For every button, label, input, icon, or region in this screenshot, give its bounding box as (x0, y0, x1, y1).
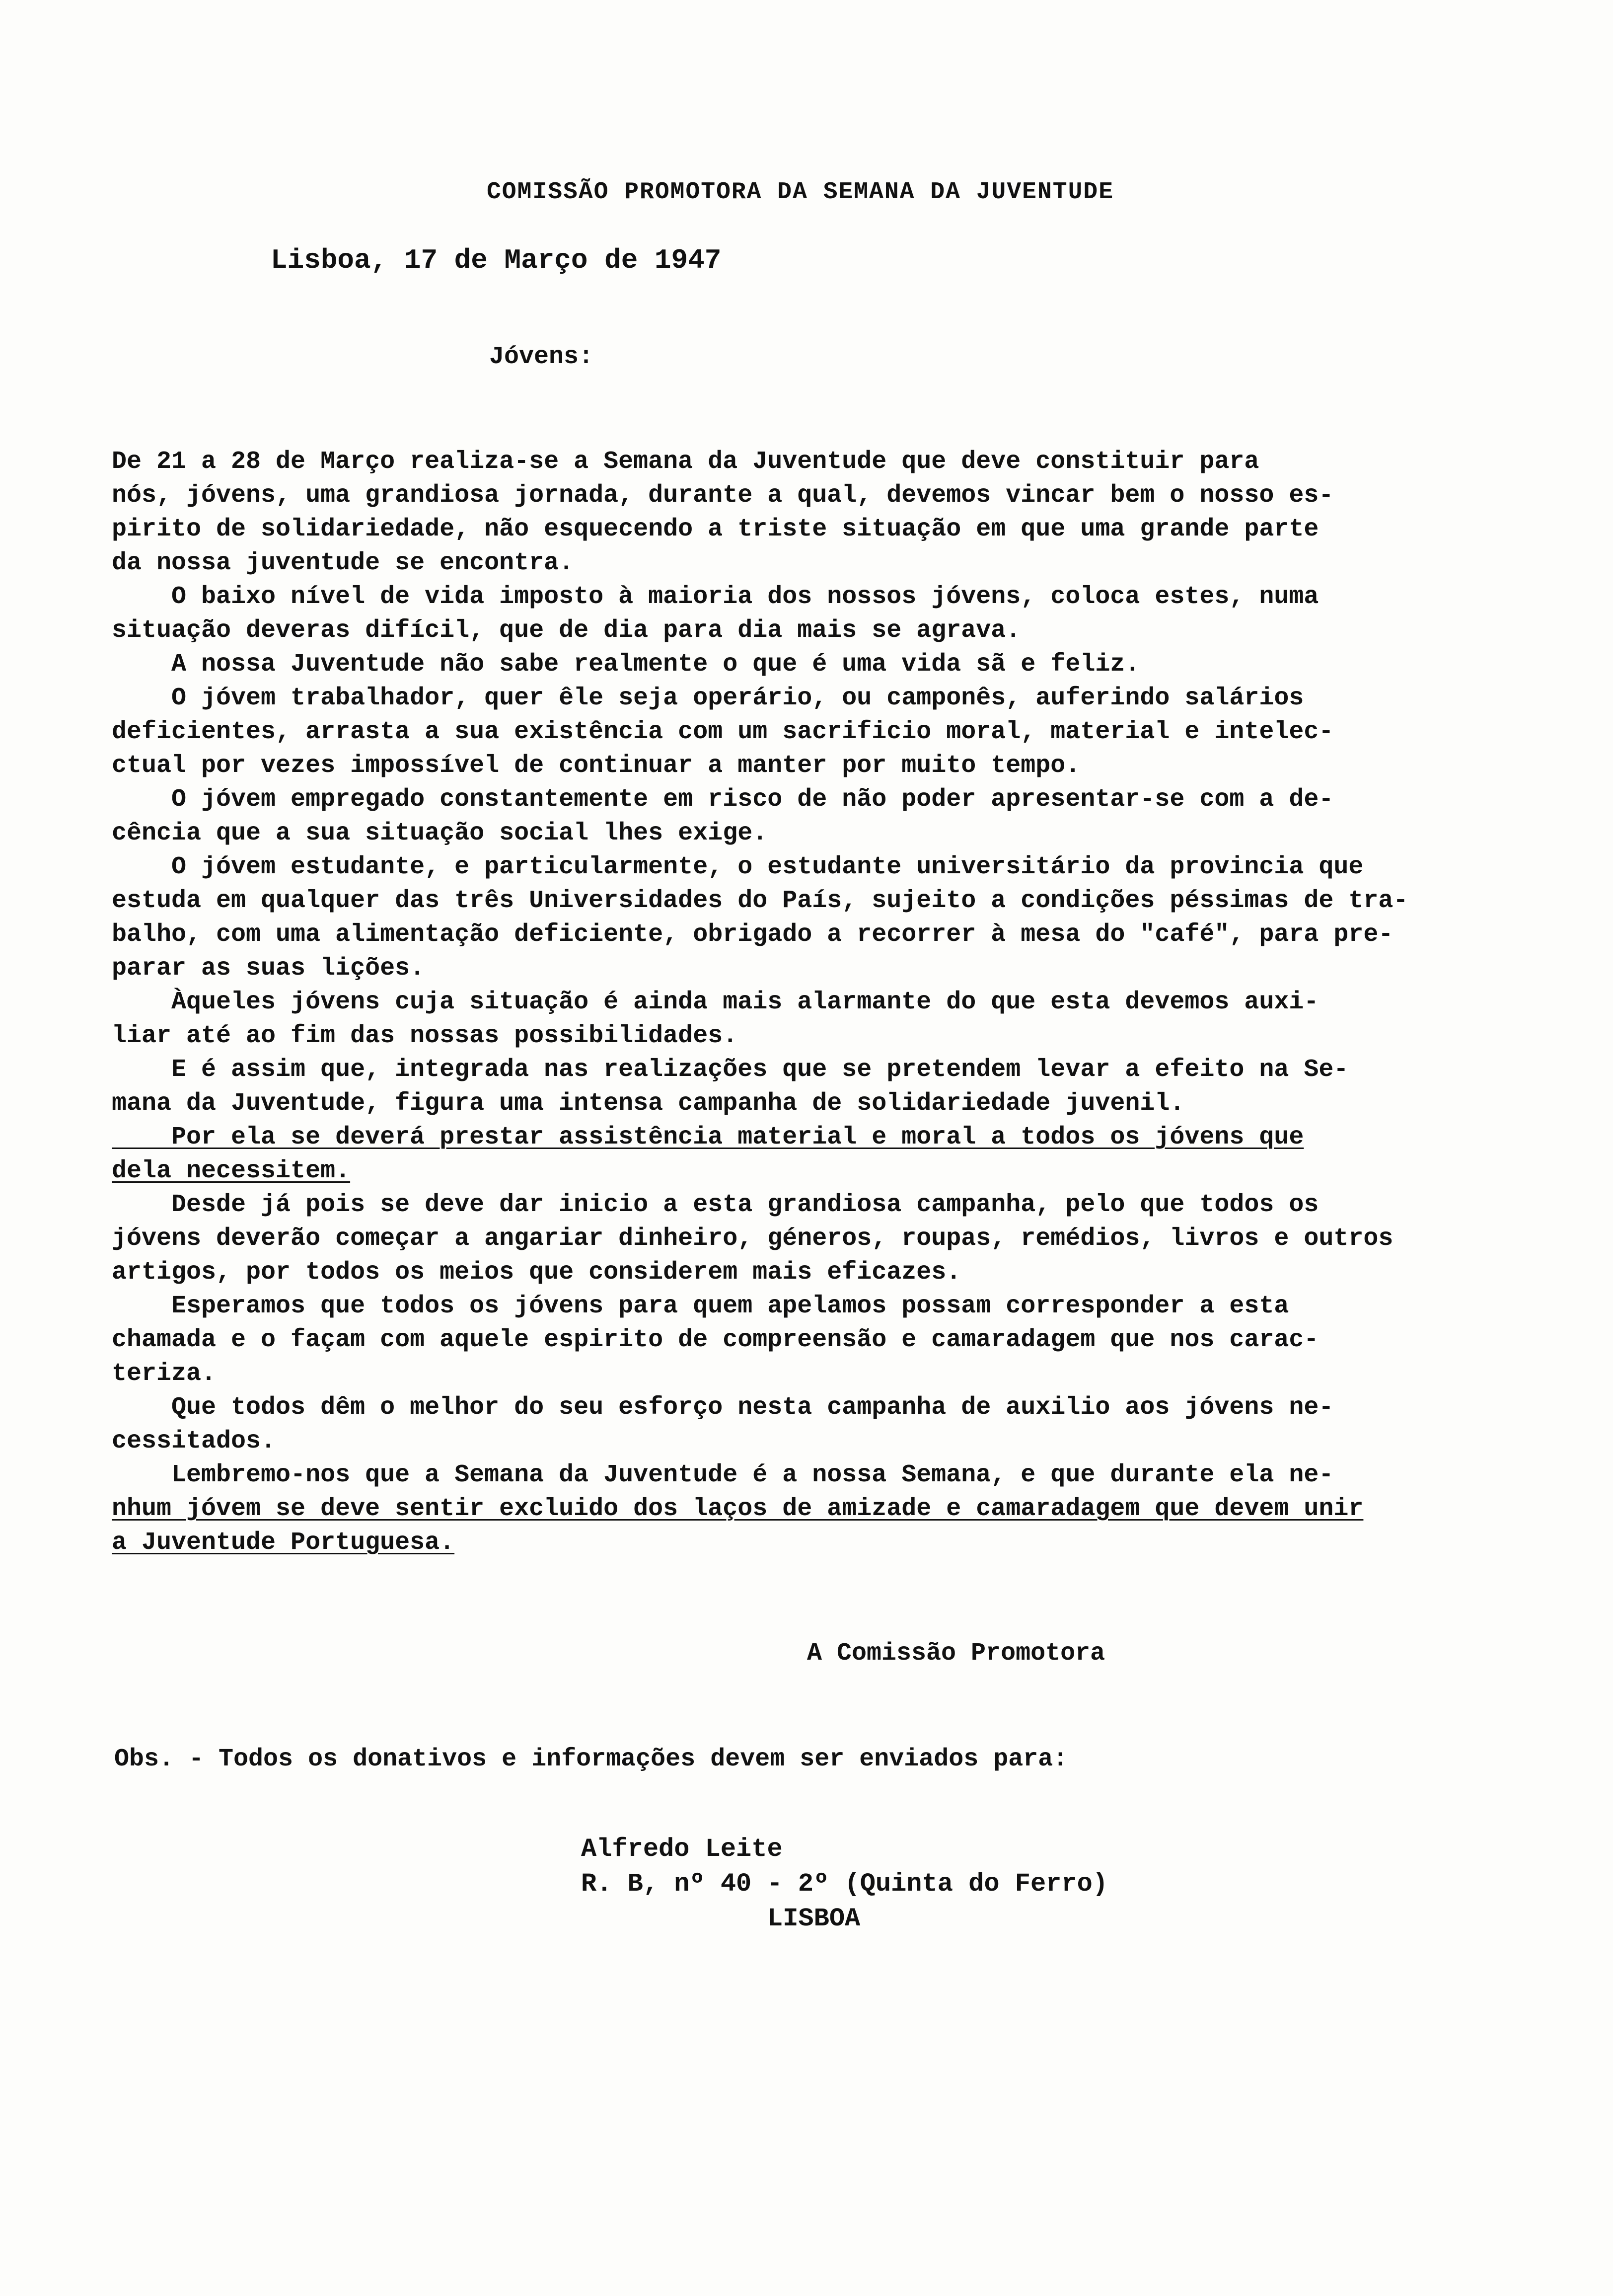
body-line: Por ela se deverá prestar assistência material e moral a todos os jóvens que (112, 1123, 1304, 1151)
body-line: Àqueles jóvens cuja situação é ainda mais alarmante do que esta devemos auxi- (112, 988, 1319, 1016)
body-line: parar as suas lições. (112, 954, 425, 983)
body-line: nós, jóvens, uma grandiosa jornada, durante a qual, devemos vincar bem o nosso es- (112, 481, 1334, 510)
address-name: Alfredo Leite (581, 1835, 783, 1864)
document-heading: COMISSÃO PROMOTORA DA SEMANA DA JUVENTUDE (487, 179, 1114, 206)
body-line: a Juventude Portuguesa. (112, 1529, 455, 1557)
salutation: Jóvens: (489, 343, 594, 371)
body-line: estuda em qualquer das três Universidades do País, sujeito a condições péssimas de tra- (112, 887, 1408, 915)
body-line: dela necessitem. (112, 1157, 351, 1185)
address-street: R. B, nº 40 - 2º (Quinta do Ferro) (581, 1869, 1108, 1899)
body-line: cência que a sua situação social lhes exige. (112, 819, 768, 847)
body-line: Desde já pois se deve dar inicio a esta grandiosa campanha, pelo que todos os (112, 1191, 1319, 1219)
body-line: Lembremo-nos que a Semana da Juventude é a nossa Semana, e que durante ela ne- (112, 1461, 1334, 1489)
body-line: liar até ao fim das nossas possibilidades. (112, 1022, 738, 1050)
body-line: deficientes, arrasta a sua existência com um sacrificio moral, material e intelec- (112, 718, 1334, 746)
body-line: De 21 a 28 de Março realiza-se a Semana da Juventude que deve constituir para (112, 448, 1259, 476)
body-line: jóvens deverão começar a angariar dinheiro, géneros, roupas, remédios, livros e outros (112, 1225, 1393, 1253)
body-line: situação deveras difícil, que de dia para dia mais se agrava. (112, 616, 1021, 645)
body-line: A nossa Juventude não sabe realmente o que é uma vida sã e feliz. (112, 650, 1140, 679)
body-line: O jóvem trabalhador, quer êle seja operário, ou camponês, auferindo salários (112, 684, 1304, 712)
body-line: pirito de solidariedade, não esquecendo a triste situação em que uma grande parte (112, 515, 1319, 543)
body-line: Esperamos que todos os jóvens para quem apelamos possam corresponder a esta (112, 1292, 1289, 1320)
letter-body (112, 445, 1497, 1560)
body-line: da nossa juventude se encontra. (112, 549, 574, 577)
body-line: ctual por vezes impossível de continuar a manter por muito tempo. (112, 752, 1081, 780)
address-block (581, 1832, 1108, 1936)
body-line: E é assim que, integrada nas realizações que se pretendem levar a efeito na Se- (112, 1056, 1349, 1084)
address-city: LISBOA (767, 1904, 861, 1933)
body-line: O jóvem estudante, e particularmente, o estudante universitário da provincia que (112, 853, 1364, 881)
signature: A Comissão Promotora (807, 1639, 1105, 1668)
body-line: cessitados. (112, 1427, 276, 1455)
body-line: O baixo nível de vida imposto à maioria dos nossos jóvens, coloca estes, numa (112, 583, 1319, 611)
body-line: balho, com uma alimentação deficiente, obrigado a recorrer à mesa do "café", para pre- (112, 920, 1393, 949)
letter-date: Lisboa, 17 de Março de 1947 (271, 244, 722, 276)
body-line: chamada e o façam com aquele espirito de compreensão e camaradagem que nos carac- (112, 1326, 1319, 1354)
body-line: artigos, por todos os meios que considerem mais eficazes. (112, 1258, 961, 1287)
body-line: O jóvem empregado constantemente em risco de não poder apresentar-se com a de- (112, 785, 1334, 814)
body-line: nhum jóvem se deve sentir excluido dos laços de amizade e camaradagem que devem unir (112, 1495, 1364, 1523)
body-line: mana da Juventude, figura uma intensa campanha de solidariedade juvenil. (112, 1089, 1185, 1118)
observation-note: Obs. - Todos os donativos e informações devem ser enviados para: (114, 1745, 1068, 1773)
body-line: Que todos dêm o melhor do seu esforço nesta campanha de auxilio aos jóvens ne- (112, 1393, 1334, 1422)
body-line: teriza. (112, 1360, 217, 1388)
